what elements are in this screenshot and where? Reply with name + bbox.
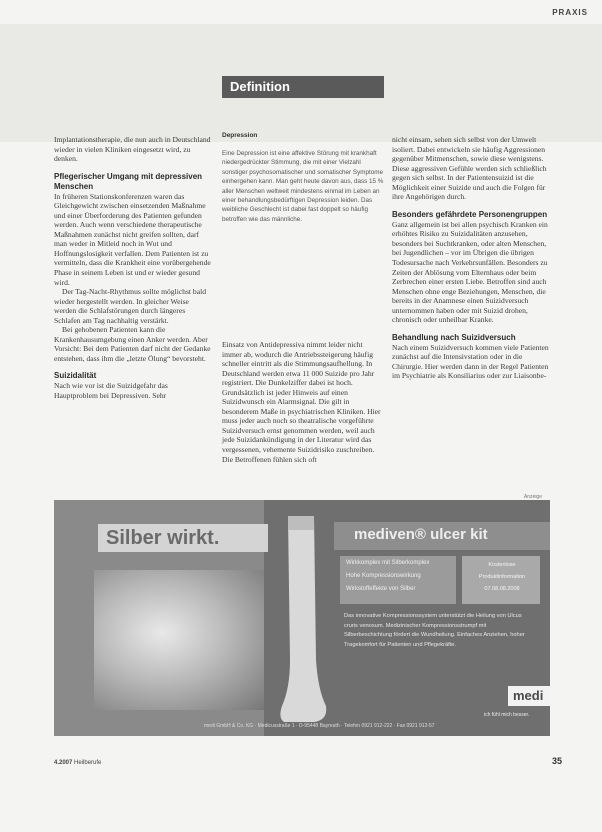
page-footer — [54, 760, 101, 766]
feature-item: Wirkstoffeffekte von Silber — [346, 586, 416, 592]
paragraph: Einsatz von Antidepressiva nimmt leider nicht immer ab, wodurch die Antriebssteigerung häufig schneller eintritt als die Stimmungsaufhellung. In Deutschland werden etwa 11 000 Suizide pro Jahr registriert. Die Dunkelziffer dabei ist hoch. Grundsätzlich ist jeder Hinweis auf einen Suizidwunsch ein Alarmsignal. Die gilt in besonderem Maße in psychiatrischen Kliniken. Hier muss jeder auch noch so theatralische vorgeführte Suizidversuch ernst genommen werden, weil auch jede Suizidankündigung in der Literatur wird das vergessenen, vehemente Suizidrisiko zuschreiben. Die Betroffenen fühlen sich oft — [222, 340, 381, 464]
feature-item: Wirkkomplex mit Silberkomplex — [346, 560, 430, 566]
subheading-risk-groups: Besonders gefährdete Personengruppen — [392, 209, 548, 219]
definition-text: Eine Depression ist eine affektive Störung mit krankhaft niedergedrückter Stimmung, die mit einer Vielzahl sonstiger psychosomatischer und somatischer Symptome einhergehen kann. Man geht heute davon aus, dass 15 % aller Menschen weltweit mindestens einmal im Leben an einer behandlungsbedürftigen Depression leiden. Das weibliche Geschlecht ist dabei fast doppelt so häufig betroffen wie das männliche. — [222, 150, 384, 223]
ad-headline: Silber wirkt. — [106, 527, 220, 549]
offer-line: Produktinformation — [478, 574, 526, 580]
subheading-treatment: Behandlung nach Suizidversuch — [392, 332, 516, 342]
issue-number: 4.2007 — [54, 760, 73, 766]
brand-name: mediven® ulcer kit — [354, 526, 488, 543]
paragraph: Nach einem Suizidversuch kommen viele Patienten zunächst auf die Intensivstation oder in die Chirurgie. Hier werden dann in der Regel Patienten im Psychiatrie als Konsiliarius oder zur Liaisonbe- — [392, 342, 549, 381]
feature-item: Hohe Kompressionswirkung — [346, 573, 421, 579]
offer-line: Kostenlose — [488, 562, 516, 568]
medi-logo: medi — [513, 688, 544, 703]
paragraph: In früheren Stationskonferenzen waren das Gleichgewicht zwischen einsetzenden Maßnahme und einer Überforderung des Patienten gefunden werden. Auch wenn verschiedene therapeutische Maßnahmen zunächst nicht greifen sollten, darf man weder in Mitleid noch in Wut und Hoffnungslosigkeit verfallen. Dem Patienten ist zu vermitteln, dass die Krankheit eine vorübergehende Phase in seinem Leben ist und er wieder gesund wird. — [54, 191, 211, 287]
ad-slogan: ich fühl mich besser. — [484, 712, 530, 718]
definition-heading: Depression — [222, 132, 258, 139]
subheading-care: Pflegerischer Umgang mit depressiven Menschen — [54, 171, 203, 191]
paragraph: Bei gehobenen Patienten kann die Krankenhausumgebung einen Anker werden. Aber Vorsicht: Bei dem Patienten darf nicht der Gedanke entstehen, dass ihm die „letzte Ölung“ bevorsteht. — [54, 325, 211, 363]
silver-fabric-image — [94, 570, 264, 710]
column-3 — [392, 135, 550, 381]
paragraph: Nach wie vor ist die Suizidgefahr das Hauptproblem bei Depressiven. Sehr — [54, 381, 168, 401]
section-label: PRAXIS — [552, 8, 588, 17]
ad-label: Anzeige — [523, 494, 542, 500]
advertisement[interactable] — [54, 500, 550, 736]
definition-title: Definition — [230, 79, 290, 94]
paragraph: nicht einsam, sehen sich selbst von der Umwelt isoliert. Dabei entwickeln sie häufig Aggressionen gegenüber Mitmenschen, sowie diese wenigstens. Diese aggressiven Gefühle werden sich schließlich gegen sich selbst. In der Patientensuizid ist die Möglichkeit einer Suizide und auch die Folgen für ihre Angehörigen durch. — [392, 135, 547, 202]
paragraph: Ganz allgemein ist bei allen psychisch Kranken ein erhöhtes Risiko zu Suizidalitäten anzusehen, besonders bei Suchtkranken, oder alten Menschen, bei Jugendlichen – vor im Übrigen die übrigen Todesursache nach Verkehrsunfällen. Besonders zu Zeiten der Ablösung vom Elternhaus oder beim Zerbrechen einer ersten Liebe. Betroffen sind auch Menschen ohne enge Beziehungen, Menschen, die bereits in der Anamnese einen Suizidversuch unternommen haben oder mit Suizid drohen, chronisch oder unheilbar Kranke. — [392, 219, 548, 325]
compression-stocking-icon — [274, 510, 330, 730]
paragraph: Der Tag-Nacht-Rhythmus sollte möglichst bald wieder hergestellt werden. In gleicher Weise werden die Schlafstörungen durch längeres Schlafen am Tag nachhaltig verstärkt. — [54, 287, 207, 325]
offer-line: 07.08.08.2008 — [484, 586, 520, 592]
paragraph: Implantationstherapie, die nun auch in Deutschland wieder in vielen Kliniken eingesetzt wird, zu denken. — [54, 135, 211, 164]
definition-box — [222, 132, 384, 340]
subheading-suicidality: Suizidalität — [54, 371, 97, 381]
ad-body-text: Das innovative Kompressionssystem unterstützt die Heilung von Ulcus cruris venosum. Medizinischer Kompressionsstrumpf mit Silberbeschichtung fördert die Wundheilung. Einfaches Anziehen, hoher Tragekomfort für Patienten und Pflegekräfte. — [344, 613, 525, 648]
column-2 — [222, 340, 384, 464]
magazine-name: Heilberufe — [74, 760, 102, 766]
page-number: 35 — [551, 756, 562, 766]
column-1 — [54, 135, 211, 401]
ad-contact-footer: medi GmbH & Co. KG · Medicusstraße 1 · D-95448 Bayreuth · Telefon 0921 912-222 · Fax 0921 912-57 — [204, 723, 435, 729]
